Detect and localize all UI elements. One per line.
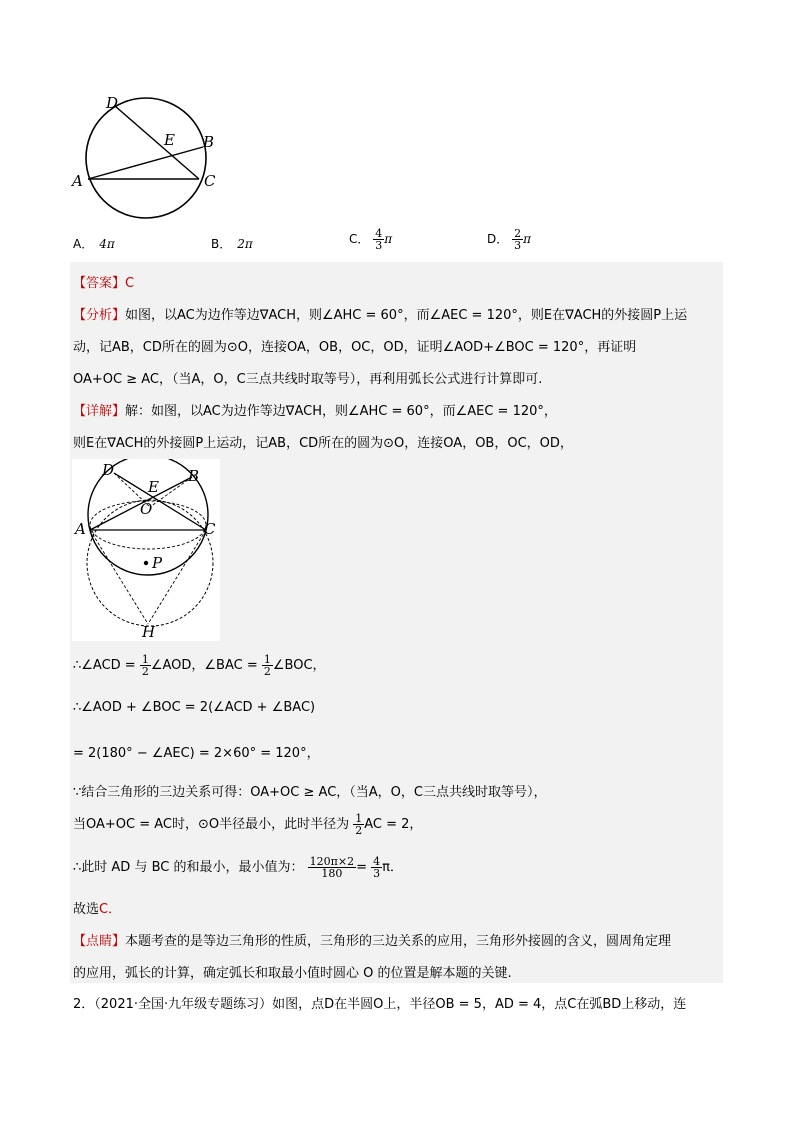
answer-tag: 【答案】 [73,276,126,291]
option-d-fraction: $\frac{2}{3}$ [514,227,522,252]
step-4: ∵结合三角形的三边关系可得：OA+OC ≥ AC，（当A，O，C三点共线时取等号）， [73,785,547,800]
segment-ch [148,530,206,624]
half-fraction-1: $\frac{1}{2}$ [141,653,149,678]
min-value-fraction: $\frac{120\pi\times 2}{180}$ [309,855,355,880]
analysis-line-1: 【分析】如图，以AC为边作等边∇ACH，则∠AHC = 60°，而∠AEC = 120°，则E在∇ACH的外接圆P上运 [73,308,688,323]
label2-e: E [148,478,159,496]
next-problem: 2．（2021·全国·九年级专题练习）如图，点D在半圆O上，半径OB = 5，AD = 4，点C在弧BD上移动，连 [73,997,687,1012]
circle [86,98,206,218]
result-fraction: $\frac{4}{3}$ [373,855,381,880]
label2-o: O [140,500,153,518]
review-tag: 【点睛】 [73,934,126,949]
label-a: A [72,172,83,190]
half-fraction-3: $\frac{1}{2}$ [355,812,363,837]
label-b: B [203,133,215,151]
analysis-line-3: OA+OC ≥ AC，（当A，O，C三点共线时取等号），再利用弧长公式进行计算即可. [73,372,543,387]
label-e: E [164,131,175,149]
label2-d: D [102,461,115,479]
step-6: ∴此时 AD 与 BC 的和最小，最小值为： $\frac{120\pi\times 2}{180}$ = $\frac{4}{3}$ π． [73,855,403,880]
figure-circle-diagram [70,90,230,230]
step-3: = 2(180° − ∠AEC) = 2×60° = 120°， [73,746,320,761]
review-line-1: 【点睛】本题考查的是等边三角形的性质，三角形的三边关系的应用，三角形外接圆的含义，圆周角定理 [73,934,672,949]
label-d: D [106,94,119,112]
answer-value: C [125,276,135,291]
option-c-fraction: $\frac{4}{3}$ [375,227,383,252]
step-1: ∴∠ACD = $\frac{1}{2}$ ∠AOD，∠BAC = $\frac{1}{2}$ ∠BOC， [73,653,326,678]
figure-construction-diagram [72,459,220,641]
label2-h: H [142,623,156,641]
analysis-tag: 【分析】 [73,308,126,323]
label-c: C [204,172,216,190]
label2-b: B [188,467,200,485]
review-line-2: 的应用，弧长的计算，确定弧长和取最小值时圆心 O 的位置是解本题的关键. [73,966,512,981]
detail-tag: 【详解】 [73,404,126,419]
label2-c: C [204,520,216,538]
label2-p: P [152,554,163,572]
detail-line-2: 则E在∇ACH的外接圆P上运动，记AB，CD所在的圆为⊙O，连接OA，OB，OC，OD， [73,436,573,451]
option-d[interactable]: D． $\frac{2}{3}$ π [487,227,531,252]
step-5: 当OA+OC = AC时，⊙O半径最小，此时半径为 $\frac{1}{2}$ AC = 2， [73,812,423,837]
point-p [144,561,148,565]
step-2: ∴∠AOD + ∠BOC = 2(∠ACD + ∠BAC) [73,700,316,715]
analysis-line-2: 动，记AB，CD所在的圆为⊙O，连接OA，OB，OC，OD，证明∠AOD+∠BOC = 120°，再证明 [73,340,637,355]
chord-ab [88,147,203,179]
choose-line: 故选C． [73,902,122,917]
detail-line-1: 【详解】解：如图，以AC为边作等边∇ACH，则∠AHC = 60°，而∠AEC = 120°， [73,404,557,419]
half-fraction-2: $\frac{1}{2}$ [263,653,271,678]
circle-p [87,500,216,626]
option-b[interactable]: B． 2π [211,237,253,251]
segment-ah [90,530,148,624]
option-a[interactable]: A． 4π [73,237,115,251]
answer-line [73,272,134,291]
label2-a: A [75,520,86,538]
option-c[interactable]: C． $\frac{4}{3}$ π [349,227,393,252]
